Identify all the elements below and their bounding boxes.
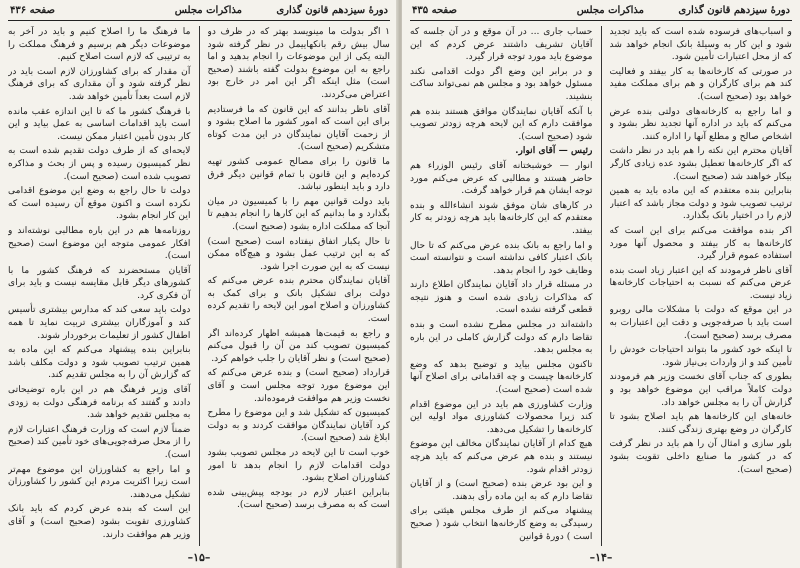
paragraph: ۱ اگر بدولت ما مینویسد بهتر که در ظرف دو سال بیش رقم بانکهاییمل در نظر گرفته شود البته یکی از این موضوعات را انجام بدهید و اما راجع به این موضوع بدولت گفته باشند (صحیح است) مثل اینکه اگر این امر در خارج بود اعتراض می‌کردند. [207, 26, 390, 100]
right-header-page-number: صفحه ۴۳۵ [412, 5, 457, 16]
paragraph: بنابراین بنده معتقدم که این ماده باید به همین ترتیب تصویب شود و دولت مجاز باشد که اعتبار لازم را در اختیار بانک بگذارد. [609, 185, 792, 222]
paragraph: خوب است تا این لایحه در مجلس تصویب بشود دولت اقدامات لازم را انجام بدهد تا امور کشاورزان اصلاح بشود. [207, 447, 390, 484]
paragraph: دولت باید سعی کند که مدارس بیشتری تأسیس کند و آموزگاران بیشتری تربیت نماید تا همه اطفال کشور از تعلیمات برخوردار شوند. [8, 304, 191, 341]
paragraph: خانه‌های این کارخانه‌ها هم باید اصلاح بشود تا کارگران در وضع بهتری زندگی کنند. [609, 411, 792, 435]
paragraph: بنابراین بنده پیشنهاد می‌کنم که این ماده به همین ترتیب تصویب شود و دولت مکلف باشد که گزارش آن را به مجلس تقدیم کند. [8, 344, 191, 381]
paragraph: و راجع به قیمت‌ها همیشه اظهار کرده‌اند اگر کمیسیون تصویب کند من آن را قبول می‌کنم (صحیح است) و نظر آقایان را جلب خواهم کرد. [207, 327, 390, 364]
paragraph: و اسباب‌های فرسوده شده است که باید تجدید شود و این کار به وسیلهٔ بانک انجام خواهد شد که از محل اعتبارات تأمین شود. [609, 26, 792, 63]
left-header-page-number: صفحه ۴۳۶ [10, 5, 55, 16]
left-header-section: مذاکرات مجلس [174, 5, 242, 16]
left-header-title: دورهٔ سیزدهم قانون گذاری [276, 5, 388, 16]
paragraph: قرارداد (صحیح است) و بنده عرض می‌کنم که این موضوع مورد توجه مجلس است و آقای نخست وزیر هم موافقت فرموده‌اند. [207, 367, 390, 404]
paragraph: آقایان مستحضرند که فرهنگ کشور ما با کشورهای دیگر قابل مقایسه نیست و باید برای آن فکری کرد. [8, 264, 191, 301]
right-page-header [410, 4, 792, 21]
paragraph: این است که بنده عرض کردم که باید بانک کشاورزی تقویت بشود (صحیح است) و آقای وزیر هم موافقت دارند. [8, 503, 191, 540]
left-page-left-column [8, 26, 191, 546]
paragraph: در مسئله قرار داد آقایان نمایندگان اطلاع دارند که مذاکرات زیادی شده است و هنوز نتیجه قطعی گرفته نشده است. [410, 279, 593, 316]
paragraph: و اما راجع به کارخانه‌های دولتی بنده عرض می‌کنم که باید در اداره آنها تجدید نظر بشود و اشخاص صالح و مطلع آنها را اداره کنند. [609, 105, 792, 142]
paragraph: پیشنهاد می‌کنم از طرف مجلس هیئتی برای رسیدگی به وضع کارخانه‌ها انتخاب شود ( صحیح است ) دورهٔ قوانین [410, 505, 593, 542]
paragraph: بلور سازی و امثال آن را هم باید در نظر گرفت که در کشور ما صنایع داخلی تقویت بشود (صحیح است). [609, 438, 792, 475]
paragraph: دولت تا حال راجع به وضع این موضوع اقدامی نکرده است و اکنون موقع آن رسیده است که این کار انجام بشود. [8, 185, 191, 222]
paragraph: آقایان نمایندگان محترم بنده عرض می‌کنم که دولت برای تشکیل بانک و برای کمک به کشاورزان و اصلاح امور این لایحه را تقدیم کرده است. [207, 275, 390, 325]
speaker-heading: رئیس — آقای انوار. [515, 145, 593, 157]
paragraph: آقای وزیر فرهنگ هم در این باره توضیحاتی دادند و گفتند که برنامه فرهنگی دولت به زودی به مجلس تقدیم خواهد شد. [8, 384, 191, 421]
paragraph: باید دولت قوانین مهم را با کمیسیون در میان بگذارد و ما بدانیم که این کارها را انجام بدهیم تا آنجا که مملکت اداره بشود (صحیح است). [207, 195, 390, 232]
paragraph: آقایان محترم این نکته را هم باید در نظر داشت که اگر کارخانه‌ها تعطیل بشود عده زیادی کارگر بیکار خواهند شد (صحیح است). [609, 145, 792, 182]
paragraph: آن مقدار که برای کشاورزان لازم است باید در نظر گرفته شود و آن مقداری که برای فرهنگ لازم است بعداً تأمین خواهد شد. [8, 65, 191, 102]
paragraph: ما فرهنگ ما را اصلاح کنیم و باید در آخر به موضوعات دیگر هم برسیم و فرهنگ مملکت را به ترتیبی که لازم است اصلاح کنیم. [8, 26, 191, 63]
paragraph: با آنکه آقایان نمایندگان موافق هستند بنده هم موافقت دارم که این لایحه هرچه زودتر تصویب شود (صحیح است). [410, 105, 593, 142]
left-page-right-column [208, 26, 391, 546]
right-page-footer: –۱۴– [589, 551, 613, 564]
paragraph: و اما راجع به بانک بنده عرض می‌کنم که تا حال بانک اعتبار کافی نداشته است و نتوانسته است وظایف خود را انجام بدهد. [410, 239, 593, 276]
paragraph: لایحه‌ای که از طرف دولت تقدیم شده است به نظر کمیسیون رسیده و پس از بحث و مذاکره تصویب شده است (صحیح است). [8, 145, 191, 182]
paragraph: با فرهنگ کشور ما که تا این اندازه عقب مانده است باید اقدامات اساسی به عمل بیاید و این کار بدون تأمین اعتبار ممکن نیست. [8, 105, 191, 142]
paragraph: اکر بنده موافقت می‌کنم برای این است که کارخانه‌ها به کار بیفتد و محصول آنها مورد استفاده عموم قرار گیرد. [609, 224, 792, 262]
paragraph: بطوری که جناب آقای نخست وزیر هم فرمودند دولت کاملاً مراقب این موضوع خواهد بود و گزارش آن را به مجلس خواهد داد. [609, 371, 792, 408]
paragraph: آقای ناظر بدانند که این قانون که ما فرستادیم برای این است که امور کشور ما اصلاح بشود و از زحمت آقایان نمایندگان در این مدت کوتاه متشکریم (صحیح است). [207, 103, 390, 153]
right-page-right-column [610, 26, 793, 546]
paragraph: هیچ کدام از آقایان نمایندگان مخالف این موضوع نیستند و بنده هم عرض می‌کنم که باید هرچه زودتر اقدام شود. [410, 438, 593, 475]
paragraph: تا حال یکبار اتفاق نیفتاده است (صحیح است) که به این ترتیب عمل بشود و هیچ‌گاه ممکن نیست که به این صورت اجرا شود. [207, 235, 390, 272]
left-page-header [8, 4, 390, 21]
left-page-columns [8, 26, 390, 546]
paragraph: آقای ناظر فرمودند که این اعتبار زیاد است بنده عرض می‌کنم که نسبت به احتیاجات کارخانه‌ها زیاد نیست. [609, 264, 792, 301]
paragraph: بنابراین اعتبار لازم در بودجه پیش‌بینی شده است که به مصرف برسد (صحیح است). [207, 486, 390, 511]
paragraph: در این موقع که دولت با مشکلات مالی روبرو است باید با صرفه‌جویی و دقت این اعتبارات به مصرف برسد (صحیح است). [609, 304, 792, 341]
paragraph: ضمناً لازم است که وزارت فرهنگ اعتبارات لازم را از محل صرفه‌جویی‌های خود تأمین کند (صحیح است). [8, 423, 191, 460]
paragraph: روزنامه‌ها هم در این باره مطالبی نوشته‌اند و افکار عمومی متوجه این موضوع است (صحیح است). [8, 224, 191, 262]
paragraph: کمیسیون که تشکیل شد و این موضوع را مطرح کرد آقایان نمایندگان موافقت کردند و به دولت ابلاغ شد (صحیح است). [207, 407, 390, 444]
paragraph: تاکنون مجلس بیاید و توضیح بدهد که وضع کارخانه‌ها چیست و چه اقداماتی برای اصلاح آنها شده است (صحیح است). [410, 358, 593, 396]
column-divider [199, 26, 200, 546]
right-header-section: مذاکرات مجلس [576, 5, 644, 16]
paragraph: در صورتی که کارخانه‌ها به کار بیفتد و فعالیت کند هم برای کارگران و هم برای مملکت مفید خواهد بود (صحیح است). [609, 65, 792, 102]
right-page-left-column [410, 26, 593, 546]
paragraph: در کارهای شان موفق شوند انشاءالله و بنده معتقدم که این کارخانه‌ها باید هرچه زودتر به کار بیفتد. [410, 199, 593, 236]
right-header-title: دورهٔ سیزدهم قانون گذاری [678, 5, 790, 16]
paragraph: و این بود عرض بنده (صحیح است) و از آقایان تقاضا دارم که به این ماده رأی بدهند. [410, 478, 593, 502]
left-page [0, 0, 398, 568]
paragraph: و در برابر این وضع اگر دولت اقدامی نکند مسئول خواهد بود و مجلس هم نمی‌تواند ساکت بنشیند. [410, 65, 593, 102]
right-page-columns [410, 26, 792, 546]
paragraph: وزارت کشاورزی هم باید در این موضوع اقدام کند زیرا محصولات کشاورزی مواد اولیه این کارخانه‌ها را تشکیل می‌دهد. [410, 398, 593, 435]
paragraph: انوار — خوشبختانه آقای رئیس الوزراء هم حاضر هستند و مطالبی که عرض می‌کنم مورد توجه ایشان هم قرار خواهد گرفت. [410, 159, 593, 197]
paragraph: تا اینکه خود کشور ما بتواند احتیاجات خودش را تأمین کند و از واردات بی‌نیاز شود. [609, 344, 792, 368]
paragraph: ما قانون را برای مصالح عمومی کشور تهیه کرده‌ایم و این قانون با تمام قوانین دیگر فرق دارد و باید اینطور نباشد. [207, 155, 390, 193]
paragraph: و اما راجع به کشاورزان این موضوع مهم‌تر است زیرا اکثریت مردم این کشور را کشاورزان تشکیل می‌دهند. [8, 463, 191, 500]
column-divider [601, 26, 602, 546]
paragraph: داشته‌اند در مجلس مطرح نشده است و بنده تقاضا دارم که دولت گزارش کاملی در این باره به مجلس بدهد. [410, 319, 593, 356]
paragraph: حساب جاری ... در آن موقع و در آن جلسه که آقایان تشریف داشتند عرض کردم که این موضوع باید مورد توجه قرار گیرد. [410, 26, 593, 63]
left-page-footer: –۱۵– [187, 551, 211, 564]
right-page [402, 0, 800, 568]
